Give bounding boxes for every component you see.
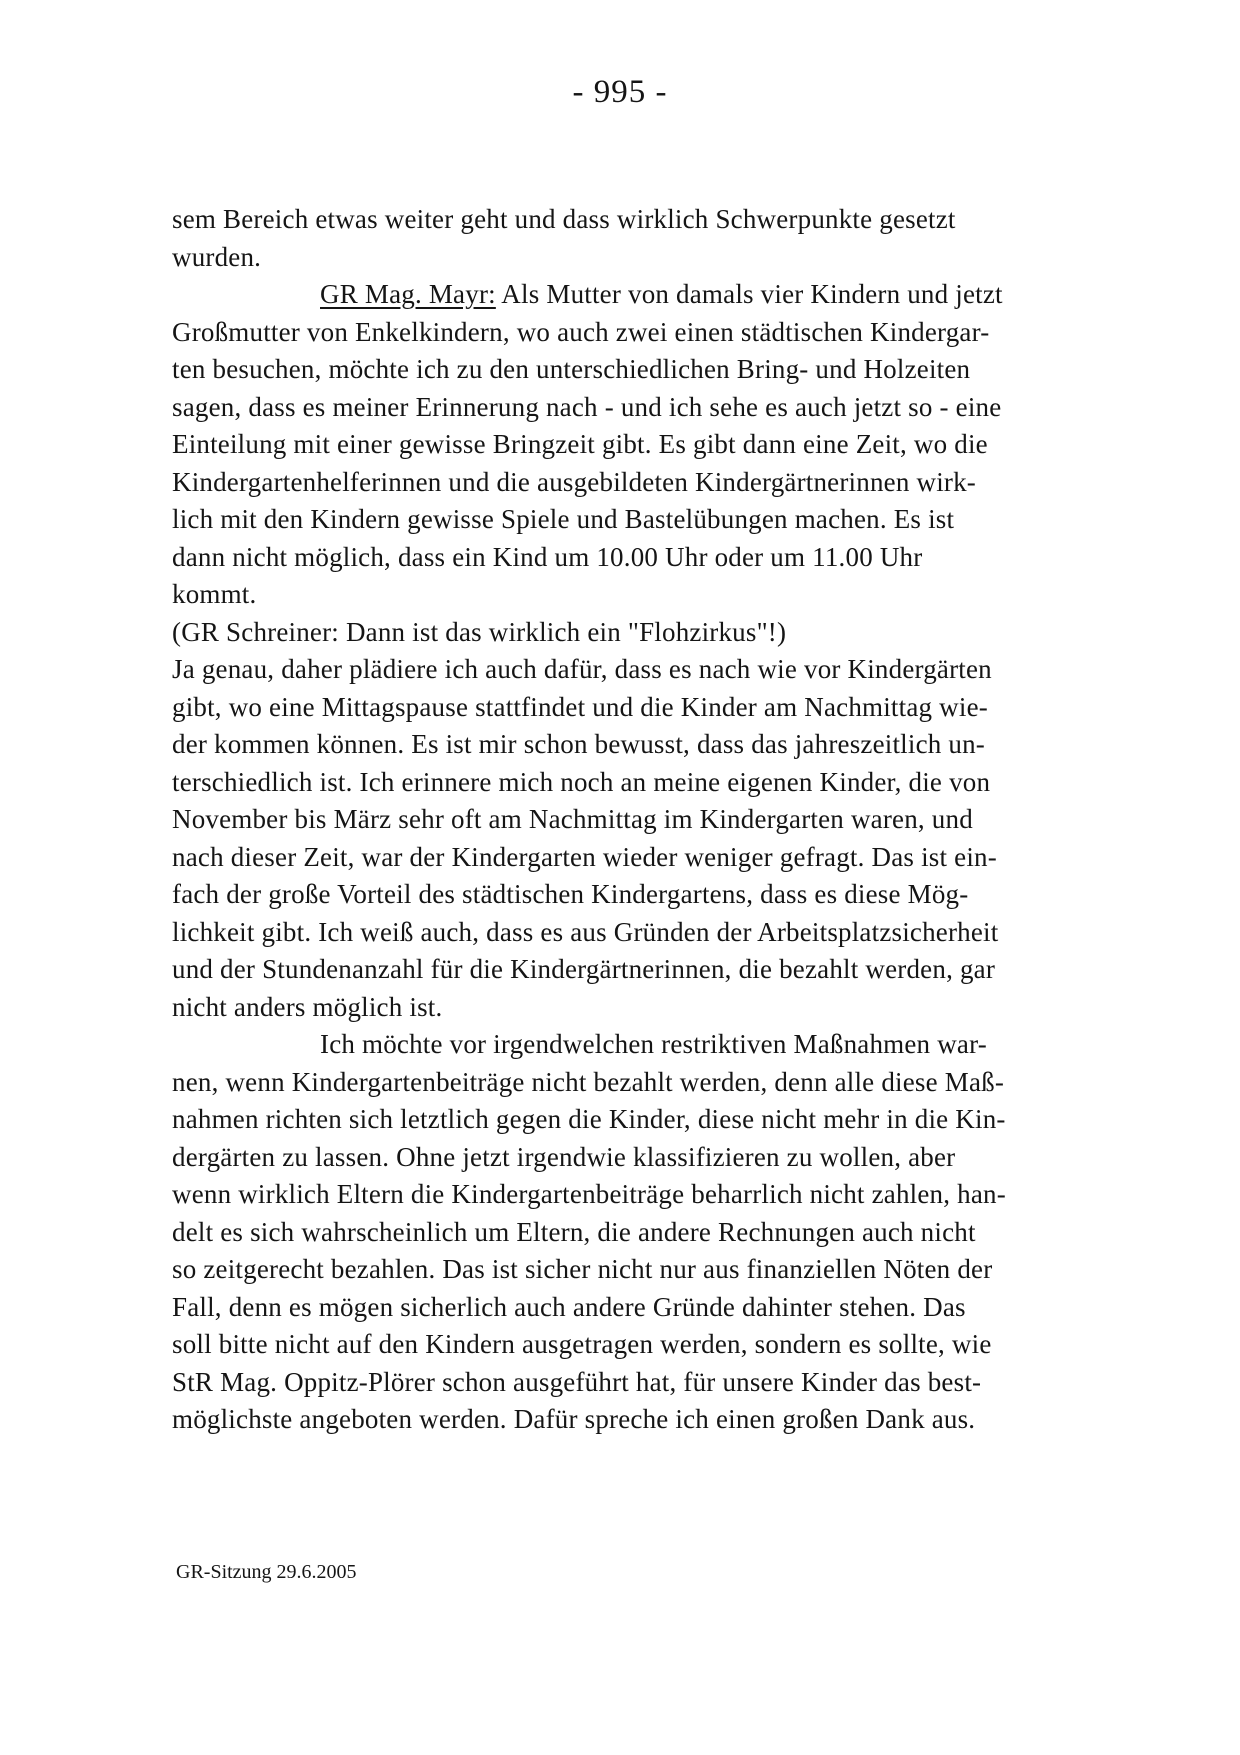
text-segment: (GR Schreiner: Dann ist das wirklich ein "Flohzirkus"!) — [172, 616, 787, 647]
text-segment: Fall, denn es mögen sicherlich auch andere Gründe dahinter stehen. Das — [172, 1291, 966, 1322]
page-number: - 995 - — [572, 74, 668, 110]
text-segment: nicht anders möglich ist. — [172, 991, 443, 1022]
text-segment: nen, wenn Kindergartenbeiträge nicht bezahlt werden, denn alle diese Maß- — [172, 1066, 1005, 1097]
text-segment: dergärten zu lassen. Ohne jetzt irgendwie klassifizieren zu wollen, aber — [172, 1141, 956, 1172]
text-segment: nahmen richten sich letztlich gegen die Kinder, diese nicht mehr in die Kin- — [172, 1104, 1006, 1134]
text-line — [172, 1214, 1172, 1252]
footer-date: GR-Sitzung 29.6.2005 — [176, 1561, 357, 1583]
text-line — [172, 351, 1172, 389]
text-line — [172, 1139, 1172, 1177]
text-line — [172, 576, 1172, 614]
text-line — [172, 239, 1172, 277]
text-line — [172, 726, 1172, 764]
text-segment: Ich möchte vor irgendwelchen restriktiven Maßnahmen war- — [320, 1029, 987, 1059]
text-line — [172, 914, 1172, 952]
text-line — [172, 1176, 1172, 1214]
text-segment: Ja genau, daher plädiere ich auch dafür, dass es nach wie vor Kindergärten — [172, 654, 992, 684]
text-line — [172, 389, 1172, 427]
text-segment: lichkeit gibt. Ich weiß auch, dass es aus Gründen der Arbeitsplatzsicherheit — [172, 916, 999, 947]
text-segment: dann nicht möglich, dass ein Kind um 10.00 Uhr oder um 11.00 Uhr — [172, 541, 923, 572]
text-line — [172, 839, 1172, 877]
text-line — [172, 464, 1172, 502]
text-segment: fach der große Vorteil des städtischen Kindergartens, dass es diese Mög- — [172, 879, 969, 909]
text-segment: kommt. — [172, 579, 257, 609]
text-segment: sem Bereich etwas weiter geht und dass wirklich Schwerpunkte gesetzt — [172, 204, 956, 234]
text-line — [172, 1401, 1172, 1439]
text-segment: der kommen können. Es ist mir schon bewusst, dass das jahreszeitlich un- — [172, 729, 985, 759]
text-line — [172, 426, 1172, 464]
text-segment: und der Stundenanzahl für die Kindergärtnerinnen, die bezahlt werden, gar — [172, 954, 996, 984]
text-segment: Kindergartenhelferinnen und die ausgebildeten Kindergärtnerinnen wirk- — [172, 466, 976, 497]
text-line — [172, 876, 1172, 914]
text-line — [172, 1064, 1172, 1102]
text-segment: delt es sich wahrscheinlich um Eltern, die andere Rechnungen auch nicht — [172, 1216, 976, 1247]
text-line — [172, 276, 1172, 314]
text-line — [172, 651, 1172, 689]
text-segment: lich mit den Kindern gewisse Spiele und Bastelübungen machen. Es ist — [172, 504, 955, 534]
text-line — [172, 951, 1172, 989]
text-segment: möglichste angeboten werden. Dafür spreche ich einen großen Dank aus. — [172, 1404, 976, 1434]
text-line — [172, 1364, 1172, 1402]
text-line — [172, 764, 1172, 802]
text-line — [172, 314, 1172, 352]
text-segment: Einteilung mit einer gewisse Bringzeit gibt. Es gibt dann eine Zeit, wo die — [172, 429, 988, 459]
text-line — [172, 989, 1172, 1027]
text-line — [172, 1251, 1172, 1289]
text-line — [172, 539, 1172, 577]
text-line — [172, 1101, 1172, 1139]
text-line — [172, 801, 1172, 839]
text-line — [172, 1289, 1172, 1327]
text-segment: soll bitte nicht auf den Kindern ausgetragen werden, sondern es sollte, wie — [172, 1329, 992, 1359]
text-segment: wurden. — [172, 241, 262, 272]
text-segment: November bis März sehr oft am Nachmittag im Kindergarten waren, und — [172, 804, 973, 834]
text-segment: nach dieser Zeit, war der Kindergarten wieder weniger gefragt. Das ist ein- — [172, 841, 997, 872]
text-segment: StR Mag. Oppitz-Plörer schon ausgeführt hat, für unsere Kinder das best- — [172, 1366, 982, 1397]
text-segment: terschiedlich ist. Ich erinnere mich noch an meine eigenen Kinder, die von — [172, 766, 991, 797]
text-line — [172, 614, 1172, 652]
text-segment: gibt, wo eine Mittagspause stattfindet und die Kinder am Nachmittag wie- — [172, 691, 988, 722]
text-line — [172, 689, 1172, 727]
text-line — [172, 201, 1172, 239]
text-line — [172, 1326, 1172, 1364]
text-line — [172, 501, 1172, 539]
text-segment: sagen, dass es meiner Erinnerung nach - und ich sehe es auch jetzt so - eine — [172, 391, 1002, 422]
text-segment: ten besuchen, möchte ich zu den unterschiedlichen Bring- und Holzeiten — [172, 354, 971, 384]
text-segment: Großmutter von Enkelkindern, wo auch zwei einen städtischen Kindergar- — [172, 316, 990, 347]
text-segment: so zeitgerecht bezahlen. Das ist sicher nicht nur aus finanziellen Nöten der — [172, 1254, 993, 1284]
body-text — [172, 201, 1172, 1439]
speaker-name: GR Mag. Mayr: — [320, 279, 496, 309]
text-segment: wenn wirklich Eltern die Kindergartenbeiträge beharrlich nicht zahlen, han- — [172, 1179, 1006, 1209]
text-line — [172, 1026, 1172, 1064]
text-segment: Als Mutter von damals vier Kindern und jetzt — [495, 279, 1003, 309]
